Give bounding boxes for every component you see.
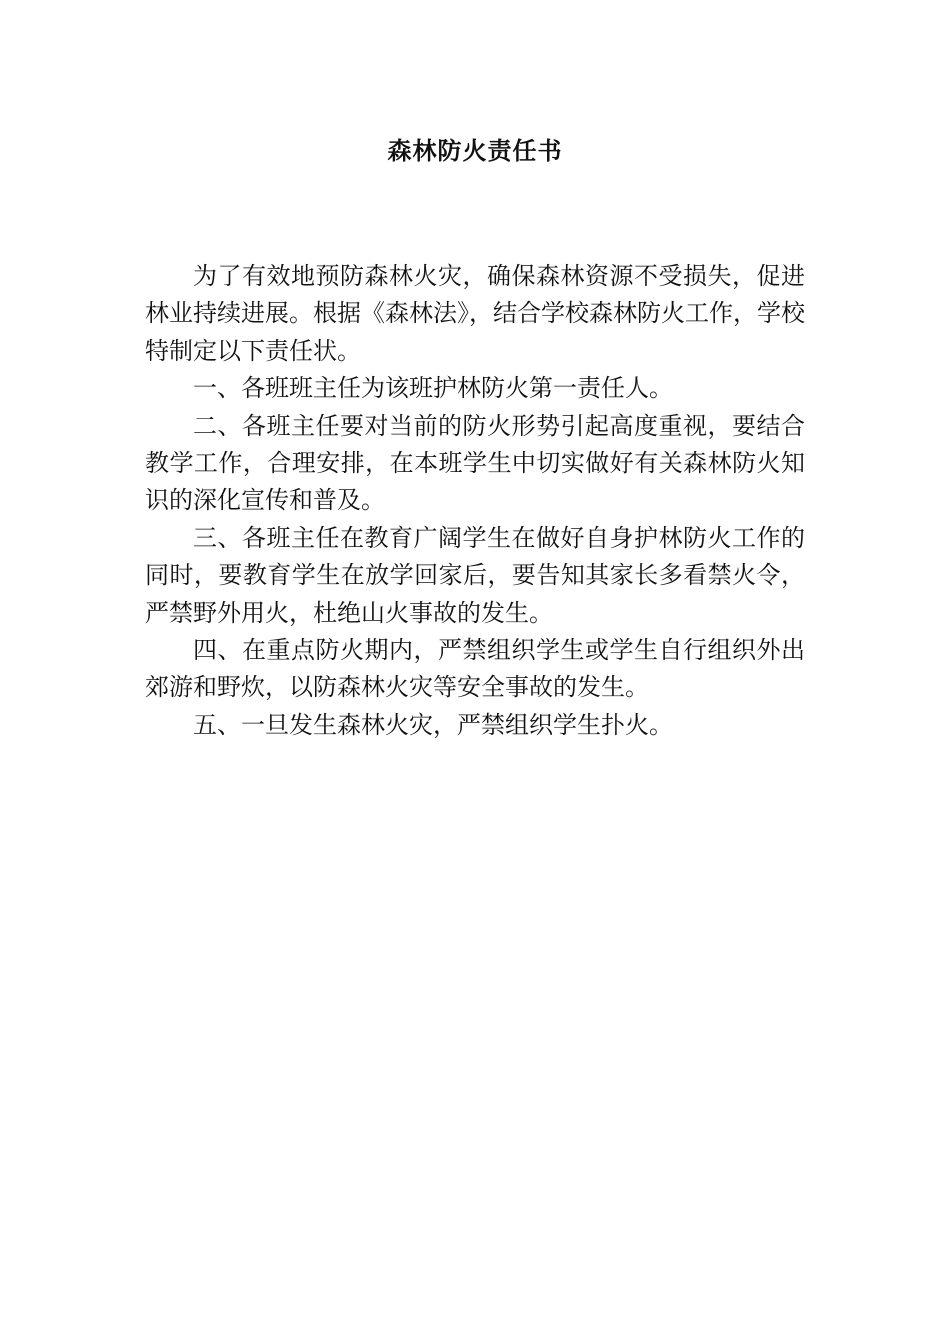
document-body	[145, 258, 805, 744]
document-title: 森林防火责任书	[387, 137, 563, 165]
paragraph-item-2: 二、各班主任要对当前的防火形势引起高度重视，要结合教学工作，合理安排，在本班学生中切实做好有关森林防火知识的深化宣传和普及。	[145, 411, 805, 515]
paragraph-intro: 为了有效地预防森林火灾，确保森林资源不受损失，促进林业持续进展。根据《森林法》，结合学校森林防火工作，学校特制定以下责任状。	[145, 262, 805, 365]
paragraph-item-1: 一、各班班主任为该班护林防火第一责任人。	[193, 374, 673, 403]
paragraph-item-4: 四、在重点防火期内，严禁组织学生或学生自行组织外出郊游和野炊，以防森林火灾等安全事故的发生。	[145, 636, 805, 702]
paragraph-item-3: 三、各班主任在教育广阔学生在做好自身护林防火工作的同时，要教育学生在放学回家后，要告知其家长多看禁火令，严禁野外用火，杜绝山火事故的发生。	[145, 523, 805, 627]
paragraph-item-5: 五、一旦发生森林火灾，严禁组织学生扑火。	[193, 710, 673, 739]
